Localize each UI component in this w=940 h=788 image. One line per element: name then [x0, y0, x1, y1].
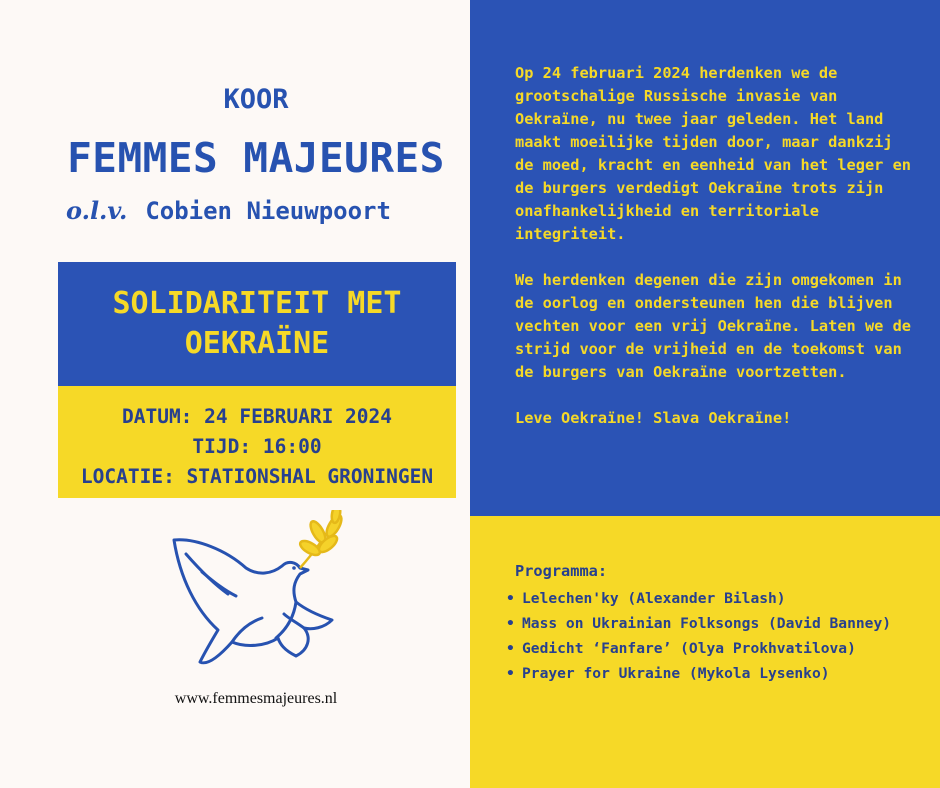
program-item: • Mass on Ukrainian Folksongs (David Banney) [506, 611, 891, 636]
choir-prefix: KOOR [223, 84, 289, 115]
website-url[interactable]: www.femmesmajeures.nl [174, 690, 338, 707]
event-date: DATUM: 24 FEBRUARI 2024 [121, 405, 393, 428]
event-title-line1: SOLIDARITEIT MET [112, 286, 402, 321]
story-paragraph-1: Op 24 februari 2024 herdenken we de grootschalige Russische invasie van Oekraïne, nu twee jaar geleden. Het land maakt moeilijke tijden door, maar dankzij de moed, kracht en eenheid van het leger en de burgers verdedigt Oekraïne trots zijn onafhankelijkheid en territoriale integriteit. [515, 64, 912, 243]
story-paragraph-2: We herdenken degenen die zijn omgekomen in de oorlog en ondersteunen hen die blijven vechten voor een vrij Oekraïne. Laten we de strijd voor de vrijheid en de toekomst van de burgers van Oekraïne voortzetten. [515, 271, 912, 381]
story-closing: Leve Oekraïne! Slava Oekraïne! [515, 409, 792, 427]
choir-name: FEMMES MAJEURES [67, 134, 445, 182]
program-item: • Prayer for Ukraine (Mykola Lysenko) [506, 661, 891, 686]
program-heading: Programma: [515, 562, 608, 580]
event-location: LOCATIE: STATIONSHAL GRONINGEN [80, 465, 434, 488]
program-list [506, 586, 891, 686]
event-title-banner [58, 262, 456, 386]
program-item: • Gedicht ‘Fanfare’ (Olya Prokhvatilova) [506, 636, 891, 661]
peace-dove-icon [166, 510, 356, 670]
conductor-name: Cobien Nieuwpoort [145, 197, 391, 225]
story-text [515, 62, 915, 453]
conductor-abbr: o.l.v. [66, 196, 128, 225]
program-item: • Lelechen'ky (Alexander Bilash) [506, 586, 891, 611]
event-details-banner [58, 386, 456, 498]
event-time: TIJD: 16:00 [192, 435, 322, 458]
event-title-line2: OEKRAÏNE [184, 326, 330, 361]
conductor [66, 196, 391, 225]
